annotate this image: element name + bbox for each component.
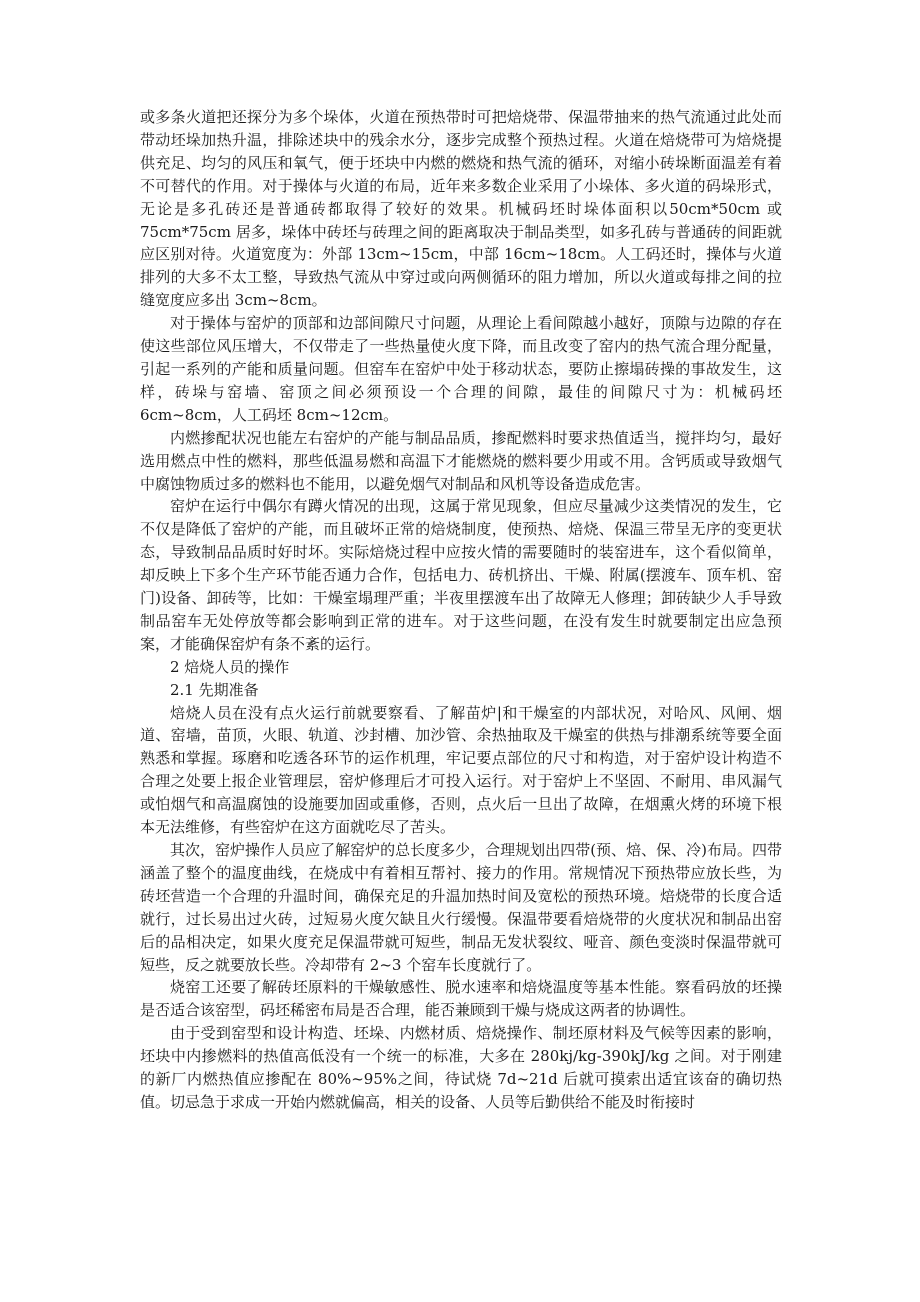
section-heading-2: 2 焙烧人员的操作 [170, 657, 290, 676]
paragraph-5: 焙烧人员在没有点火运行前就要察看、了解苗炉|和干燥室的内部状况，对哈风、风闸、烟道、窑墙，苗顶，火眼、轨道、沙封槽、加沙管、余热抽取及干燥室的供热与排潮系统等要全面熟悉和掌握。琢磨和吃透各环节的运作机理，牢记要点部位的尺寸和构造，对于窑炉设计构造不合理之处要上报企业管理层，窑炉修理后才可投入运行。对于窑炉上不坚固、不耐用、串风漏气或怕烟气和高温腐蚀的设施要加固或重修，否则，点火后一旦出了故障，在烟熏火烤的环境下根本无法维修，有些窑炉在这方面就吃尽了苦头。 [140, 703, 782, 837]
paragraph-6: 其次，窑炉操作人员应了解窑炉的总长度多少，合理规划出四带(预、焙、保、冷)布局。四带涵盖了整个的温度曲线，在烧成中有着相互帮衬、接力的作用。常规情况下预热带应放长些，为砖坯营造一个合理的升温时间，确保充足的升温加热时间及宽松的预热环境。焙烧带的长度合适就行，过长易出过火砖，过短易火度欠缺且火行缓慢。保温带要看焙烧带的火度状况和制品出窑后的品相决定，如果火度充足保温带就可短些，制品无发状裂纹、哑音、颜色变淡时保温带就可短些，反之就要放长些。冷却带有 2~3 个窑车长度就行了。 [140, 841, 782, 974]
paragraph-4: 窑炉在运行中偶尔有蹲火情况的出现，这属于常见现象，但应尽量减少这类情况的发生，它不仅是降低了窑炉的产能，而且破坏正常的焙烧制度，使预热、焙烧、保温三带呈无序的变更状态，导致制品品质时好时坏。实际焙烧过程中应按火情的需要随时的装窑进车，这个看似简单，却反映上下多个生产环节能否通力合作，包括电力、砖机挤出、干燥、附属(摆渡车、顶车机、窑门)设备、卸砖等，比如：干燥室塌理严重；半夜里摆渡车出了故障无人修理；卸砖缺少人手导致制品窑车无处停放等都会影响到正常的进车。对于这些问题，在没有发生时就要制定出应急预案，才能确保窑炉有条不紊的运行。 [140, 497, 782, 653]
paragraph-3: 内燃掺配状况也能左右窑炉的产能与制品品质，掺配燃料时要求热值适当，搅拌均匀，最好选用燃点中性的燃料，那些低温易燃和高温下才能燃烧的燃料要少用或不用。含钙质或导致烟气中腐蚀物质过多的燃料也不能用，以避免烟气对制品和风机等设备造成危害。 [140, 428, 782, 493]
paragraph-8: 由于受到窑型和设计构造、坯垛、内燃材质、焙烧操作、制坯原材料及气候等因素的影响，坯块中内掺燃料的热值高低没有一个统一的标准，大多在 280kj/kg-390kJ/kg 之间。对于刚建的新厂内燃热值应掺配在 80%~95%之间，待试烧 7d~21d 后就可摸索出适宜该奋的确切热值。切忌急于求成一开始内燃就偏高，相关的设备、人员等后勤供给不能及时衔接时 [140, 1024, 782, 1111]
document-page [140, 106, 782, 1114]
paragraph-1: 或多条火道把还探分为多个垛体，火道在预热带时可把焙烧带、保温带抽来的热气流通过此处而带动坯垛加热升温，排除述块中的残余水分，逐步完成整个预热过程。火道在焙烧带可为焙烧提供充足、均匀的风压和氧气，便于坯块中内燃的燃烧和热气流的循环，对缩小砖垛断面温差有着不可替代的作用。对于操体与火道的布局，近年来多数企业采用了小垛体、多火道的码垛形式，无论是多孔砖还是普通砖都取得了较好的效果。机械码坯时垛体面积以50cm*50cm 或 75cm*75cm 居多，垛体中砖坯与砖理之间的距离取决于制品类型，如多孔砖与普通砖的间距就应区别对待。火道宽度为：外部 13cm~15cm，中部 16cm~18cm。人工码还时，操体与火道排列的大多不太工整，导致热气流从中穿过或向两侧循环的阻力增加，所以火道或每排之间的拉缝宽度应多出 3cm~8cm。 [140, 108, 782, 310]
paragraph-7: 烧窑工还要了解砖坯原料的干燥敏感性、脱水速率和焙烧温度等基本性能。察看码放的坯操是否适合该窑型，码坯稀密布局是否合理，能否兼顾到干燥与烧成这两者的协调性。 [140, 978, 782, 1020]
paragraph-2: 对于操体与窑炉的顶部和边部间隙尺寸问题，从理论上看间隙越小越好，顶隙与边隙的存在使这些部位风压增大，不仅带走了一些热量使火度下降，而且改变了窑内的热气流合理分配量，引起一系列的产能和质量问题。但窑车在窑炉中处于移动状态，要防止擦塌砖操的事故发生，这样，砖垛与窑墙、窑顶之间必须预设一个合理的间隙，最佳的间隙尺寸为：机械码坯 6cm~8cm，人工码坯 8cm~12cm。 [140, 314, 782, 424]
subsection-heading-2-1: 2.1 先期准备 [170, 680, 259, 699]
